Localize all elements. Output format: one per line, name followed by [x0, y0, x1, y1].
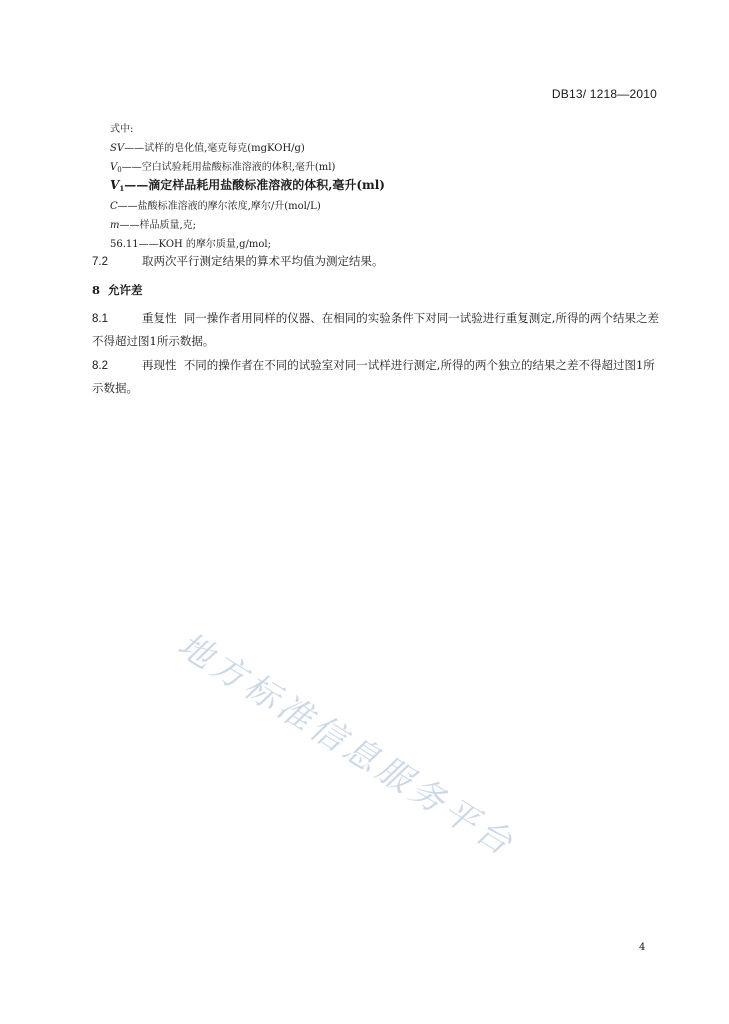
- section-number: 8: [92, 283, 101, 297]
- legend-text: ——试样的皂化值,毫克每克(mgKOH/g): [124, 143, 305, 154]
- legend-symbol: SV: [110, 143, 125, 154]
- legend-text: ——样品质量,克;: [119, 220, 197, 231]
- clause-term: 再现性: [142, 358, 177, 372]
- clause-term: 重复性: [142, 311, 177, 325]
- paragraph-7-2: [92, 250, 664, 273]
- document-code: DB13/ 1218—2010: [551, 87, 657, 101]
- legend-text: ——空白试验耗用盐酸标准溶液的体积,毫升(ml): [121, 162, 336, 173]
- clause-text: 同一操作者用同样的仪器、在相同的实验条件下对同一试验进行重复测定,所得的两个结果之差不得超过图1所示数据。: [92, 311, 659, 348]
- legend-item-c: [110, 197, 321, 212]
- legend-item-koh: [110, 235, 271, 250]
- legend-symbol: m: [110, 220, 120, 231]
- legend-symbol: C: [110, 201, 118, 212]
- legend-subscript: 0: [117, 166, 122, 174]
- section-8-heading: [92, 282, 143, 298]
- section-title: 允许差: [108, 283, 143, 297]
- legend-item-sv: [110, 139, 305, 154]
- clause-number: 8.2: [92, 360, 108, 372]
- clause-number: 8.1: [92, 313, 108, 325]
- clause-text: 不同的操作者在不同的试验室对同一试样进行测定,所得的两个独立的结果之差不得超过图1所示数据。: [92, 358, 655, 395]
- page-number: 4: [639, 942, 646, 953]
- legend-intro: 式中:: [110, 124, 134, 135]
- legend-item-m: [110, 216, 196, 231]
- legend-symbol: V: [110, 178, 120, 192]
- clause-number: 7.2: [92, 256, 108, 268]
- legend-text: ——滴定样品耗用盐酸标准溶液的体积,毫升(ml): [124, 178, 385, 192]
- watermark: 地方标准信息服务平台: [170, 624, 523, 866]
- legend-subscript: 1: [119, 184, 125, 193]
- legend-text: ——盐酸标准溶液的摩尔浓度,摩尔/升(mol/L): [117, 201, 321, 212]
- legend-item-v1: [110, 176, 385, 193]
- legend-item-v0: [110, 158, 335, 174]
- paragraph-8-2: [92, 354, 664, 399]
- clause-text: 取两次平行测定结果的算术平均值为测定结果。: [142, 254, 384, 268]
- legend-symbol: V: [110, 162, 118, 173]
- paragraph-8-1: [92, 307, 664, 352]
- legend-text: 56.11——KOH 的摩尔质量,g/mol;: [110, 239, 271, 250]
